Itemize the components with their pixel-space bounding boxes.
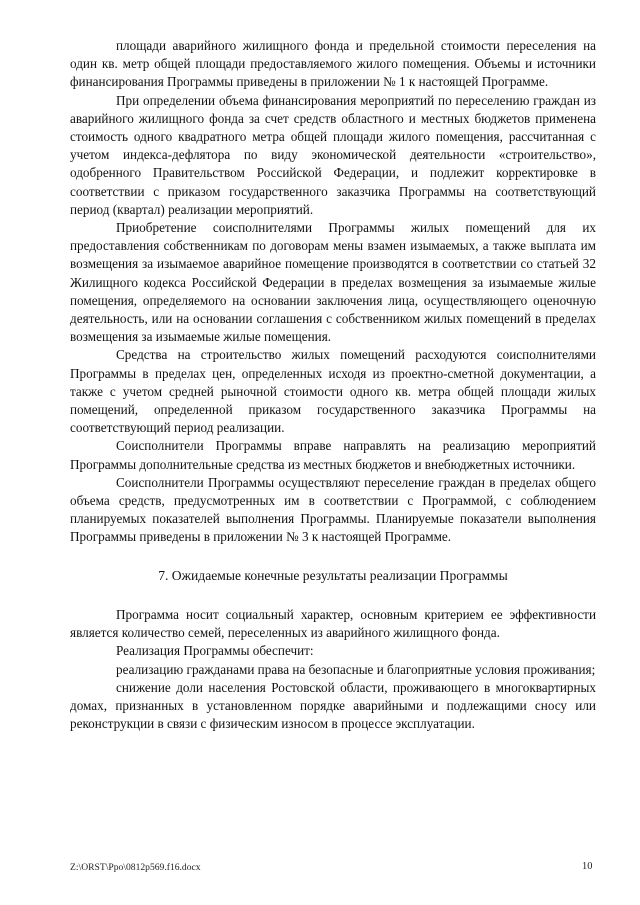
- page-number: 10: [582, 861, 593, 872]
- paragraph: При определении объема финансирования мероприятий по переселению граждан из аварийного жилищного фонда за счет средств областного и местных бюджетов применена стоимость одного квадратного метра общей площади жилого помещения, рассчитанная с учетом индекса-дефлятора по виду экономической деятельности «строительство», одобренного Правительством Российской Федерации, и подлежит корректировке в соответствии с приказом государственного заказчика Программы на соответствующий период (квартал) реализации мероприятий.: [70, 92, 596, 217]
- paragraph: Приобретение соисполнителями Программы жилых помещений для их предоставления собственникам по договорам мены взамен изымаемых, а также выплата им возмещения за изымаемое аварийное помещение производятся в соответствии со статьей 32 Жилищного кодекса Российской Федерации в пределах возмещения за изымаемые жилые помещения, определяемого на основании заключения лица, осуществляющего оценочную деятельность, или на основании соглашения с собственником жилых помещений в пределах возмещения за изымаемые жилые помещения.: [70, 220, 596, 345]
- document-body: [70, 37, 596, 733]
- paragraph: реализацию гражданами права на безопасные и благоприятные условия проживания;: [116, 661, 596, 677]
- paragraph: Программа носит социальный характер, основным критерием ее эффективности является количество семей, переселенных из аварийного жилищного фонда.: [70, 606, 596, 641]
- section-heading: 7. Ожидаемые конечные результаты реализации Программы: [158, 567, 508, 583]
- footer-file-path: Z:\ORST\Ppo\0812p569.f16.docx: [70, 862, 201, 873]
- paragraph: Средства на строительство жилых помещений расходуются соисполнителями Программы в пределах цен, определенных исходя из проектно-сметной документации, а также с учетом средней рыночной стоимости одного кв. метра общей площади жилых помещений, определенной приказом государственного заказчика Программы на соответствующий период реализации.: [70, 347, 596, 436]
- paragraph: Соисполнители Программы вправе направлять на реализацию мероприятий Программы дополнительные средства из местных бюджетов и внебюджетных источники.: [70, 438, 596, 472]
- paragraph: снижение доли населения Ростовской области, проживающего в многоквартирных домах, признанных в установленном порядке аварийными и подлежащими сносу или реконструкции в связи с физическим износом в процессе эксплуатации.: [70, 679, 596, 732]
- paragraph: Соисполнители Программы осуществляют переселение граждан в пределах общего объема средств, предусмотренных им в соответствии с Программой, с соблюдением планируемых показателей выполнения Программы. Планируемые показатели выполнения Программы приведены в приложении № 3 к настоящей Программе.: [70, 474, 596, 545]
- paragraph: Реализация Программы обеспечит:: [116, 643, 314, 659]
- paragraph: площади аварийного жилищного фонда и предельной стоимости переселения на один кв. метр общей площади предоставляемого жилого помещения. Объемы и источники финансирования Программы приведены в приложении № 1 к настоящей Программе.: [70, 38, 596, 90]
